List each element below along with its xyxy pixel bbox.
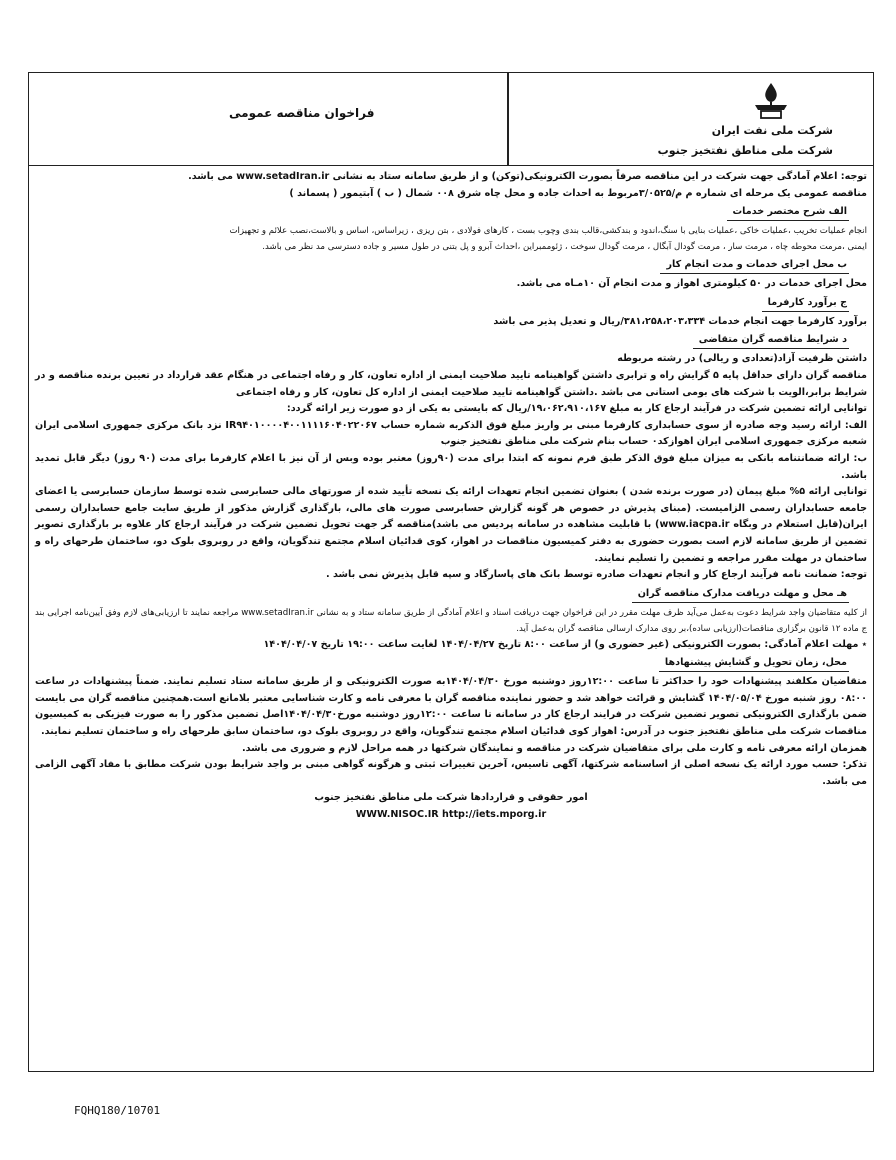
section-d-guarantee: توانایی ارائه تضمین شرکت در فرآیند ارجاع کار به مبلغ ۱۹،۰۶۲،۹۱۰،۱۶۷/ریال که بایستی به یکی از دو صورت زیر ارائه گردد:	[286, 403, 867, 415]
company-name	[658, 121, 833, 161]
section-b-heading: ب محل اجرای خدمات و مدت انجام کار	[660, 257, 849, 274]
section-a-heading: الف شرح مختصر خدمات	[727, 204, 849, 221]
section-a-text-1: انجام عملیات تخریب ،عملیات خاکی ،عملیات بنایی با سنگ،اندود و بندکشی،قالب بندی وچوب بست ، کارهای فولادی ، بتن ریزی ، زیراساس، اساس و بالاست،نصب علائم و تجهیزات	[229, 226, 867, 237]
notice-text: توجه: اعلام آمادگی جهت شرکت در این مناقصه صرفاً بصورت الکترونیکی(توکن) و از طریق سامانه ستاد به نشانی www.setadIran.ir می باشد.	[188, 171, 867, 182]
company-name-line2: شرکت ملی مناطق نفتخیز جنوب	[657, 144, 833, 157]
section-b-text: محل اجرای خدمات در ۵۰ کیلومتری اهواز و مدت انجام آن ۱۰مـاه می باشد.	[516, 278, 867, 290]
nioc-logo-icon	[749, 81, 793, 121]
reminder-text: تذکر: حسب مورد ارائه یک نسخه اصلی از اساسنامه شرکتها، آگهی تاسیس، آخرین تغییرات ثبتی و هرگونه گواهی مبنی بر واجد شرایط بودن شرکت مطابق با مفاد آگهی الزامی می باشد.	[35, 759, 867, 787]
section-d-heading: د شرایط مناقصه گران متقاضی	[693, 332, 849, 349]
section-e-deadline: ٭ مهلت اعلام آمادگی: بصورت الکترونیکی (غیر حضوری و) از ساعت ۸:۰۰ تاریخ ۱۴۰۴/۰۴/۲۷ لغایت ساعت ۱۹:۰۰ تاریخ ۱۴۰۴/۰۴/۰۷	[263, 638, 867, 650]
section-d-capacity: داشتن ظرفیت آزاد(تعدادی و ریالی) در رشته مربوطه	[617, 353, 867, 365]
section-e-text: از کلیه متقاضیان واجد شرایط دعوت به‌عمل می‌آید ظرف مهلت مقرر در این فراخوان جهت دریافت اسناد و اعلام آمادگی از طریق سامانه ستاد و به نشانی www.setadIran.ir مراجعه نمایند تا ارزیابی‌های لازم وفق آیین‌نامه اجرایی بند ج ماده ۱۲ قانون برگزاری مناقصات(ارزیابی ساده)،بر روی مدارک ارسالی مناقصه گران به‌عمل آید.	[35, 607, 867, 634]
document-body	[35, 169, 867, 1071]
document-header	[29, 73, 873, 166]
section-d-qualification: مناقصه گران دارای حداقل پایه ۵ گرایش راه و ترابری داشتن گواهینامه تایید صلاحیت ایمنی از اداره تعاون، کار و رفاه اجتماعی در هنگام عقد قرارداد در تعیین برنده مناقصه و در شرایط برابر،الویت با شرکت های بومی استانی می باشد .داشتن گواهینامه تایید صلاحیت ایمنی از اداره کل تعاون، کار و رفاه اجتماعی	[35, 369, 867, 398]
intro-letter-text: همزمان ارائه معرفی نامه و کارت ملی برای متقاضیان شرکت در مناقصه و نمایندگان شرکتها در همه مراحل لازم و ضروری می باشد.	[241, 742, 867, 754]
section-f-heading: محل، زمان تحویل و گشایش پیشنهادها	[659, 655, 849, 672]
tender-intro: مناقصه عمومی یک مرحله ای شماره م م/۳/۰۵۲۵مربوط به احداث جاده و محل چاه شرق ۰۰۸ شمال ( ب ) آبتیمور ( پسماند )	[289, 187, 867, 199]
website-line: WWW.NISOC.IR http://iets.mporg.ir	[355, 809, 547, 821]
company-name-line1: شرکت ملی نفت ایران	[711, 124, 833, 137]
form-code: FQHQ180/10701	[74, 1104, 161, 1117]
section-d-performance: توانایی ارائه ۵% مبلغ پیمان (در صورت برنده شدن ) بعنوان تضمین انجام تعهدات ارائه یک نسخه تأیید شده از صورتهای مالی حسابرسی شده توسط سازمان حسابرسی یا اعضای جامعه حسابداران رسمی الزامیست. (مبنای پذیرش در خصوص هر گونه گزارش حسابرسی صورت های مالی، بارگذاری گزارش مذکور از طریق سایت جامع حسابداران رسمی ایران(قابل استعلام در وبگاه www.iacpa.ir) با قابلیت مشاهده در سامانه پردیس می باشد)مناقصه گر جهت تحویل تضمین شرکت در فرآیند ارجاع کار علاوه بر بارگذاری تصویر تضمین از طریق سامانه لازم است بصورت حضوری به دفتر کمیسیون مناقصات در اهواز، کوی قدائیان اسلام مجتمع تندگویان، واقع در روبروی بلوک دو، ساختمان طرحهای راه و ساختمان در مهلت مقرر مراجعه و تضمین را تسلیم نمایند.	[35, 486, 867, 564]
page-title: فراخوان مناقصه عمومی	[229, 106, 375, 120]
section-a-text-2: ایمنی ،مرمت محوطه چاه ، مرمت سار ، مرمت گودال آبگال ، مرمت گودال سوخت ، ژئوممبراین ،احداث آبرو و پل بتنی در طول مسیر و جاده دسترسی مد نظر می باشد.	[262, 242, 867, 253]
section-f-text: متقاضیان مکلفند پیشنهادات خود را حداکثر تا ساعت ۱۲:۰۰روز دوشنبه مورخ ۱۴۰۴/۰۴/۳۰به صورت الکترونیکی و از طریق سامانه ستاد تسلیم نمایند. ضمناً پیشنهادات در ساعت ۰۸:۰۰ روز شنبه مورخ ۱۴۰۴/۰۵/۰۴ گشایش و قرائت خواهد شد و حضور نماینده مناقصه گران با معرفی نامه و کارت شناسایی معتبر بلامانع است.همچنین مناقصه گران می بایست ضمن بارگذاری الکترونیکی تصویر تضمین شرکت در فرایند ارجاع کار در سامانه تا ساعت ۱۲:۰۰روز دوشنبه مورخ۱۴۰۴/۰۴/۳۰اصل تضمین مذکور را به صورت فیزیکی به کمیسیون مناقصات شرکت ملی مناطق نفتخیز جنوب در آدرس: اهواز کوی قدائیان اسلام مجتمع تندگویان، واقع در روبروی بلوک دو، ساختمان سابق طرحهای راه و ساختمان تسلیم نمایند.	[35, 676, 867, 738]
section-c-heading: ج برآورد کارفرما	[762, 295, 849, 312]
signature-line: امور حقوقی و قراردادها شرکت ملی مناطق نفتخیز جنوب	[314, 792, 588, 804]
section-d-option-b: ب: ارائه ضمانتنامه بانکی به میزان مبلغ فوق الذکر طبق فرم نمونه که ابتدا برای مدت (۹۰روز) معتبر بوده وبس از آن نیز با اعلام کارفرما برای مدت (۹۰ روز) دیگر قابل تمدید باشد.	[35, 452, 867, 481]
section-d-option-a: الف: ارائه رسید وجه صادره از سوی حسابداری کارفرما مبنی بر واریز مبلغ فوق الذکربه شماره حساب IR۹۴۰۱۰۰۰۰۴۰۰۱۱۱۱۶۰۴۰۲۲۰۶۷ نزد بانک مرکزی جمهوری اسلامی ایران شعبه مرکزی جمهوری اسلامی ایران اهوازکد۰ حساب بنام شرکت ملی مناطق نفتخیز جنوب	[35, 419, 867, 448]
header-divider	[507, 73, 509, 165]
section-d-note: توجه: ضمانت نامه فرآیند ارجاع کار و انجام تعهدات صادره توسط بانک های پاسارگاد و سپه قابل پذیرش نمی باشد .	[326, 569, 867, 581]
document-frame	[28, 72, 874, 1072]
section-c-text: برآورد کارفرما جهت انجام خدمات ۳۸۱،۲۵۸،۲۰۳،۳۳۴/ریال و تعدیل پذیر می باشد	[493, 315, 867, 327]
section-e-heading: هـ محل و مهلت دریافت مدارک مناقصه گران	[632, 586, 849, 603]
